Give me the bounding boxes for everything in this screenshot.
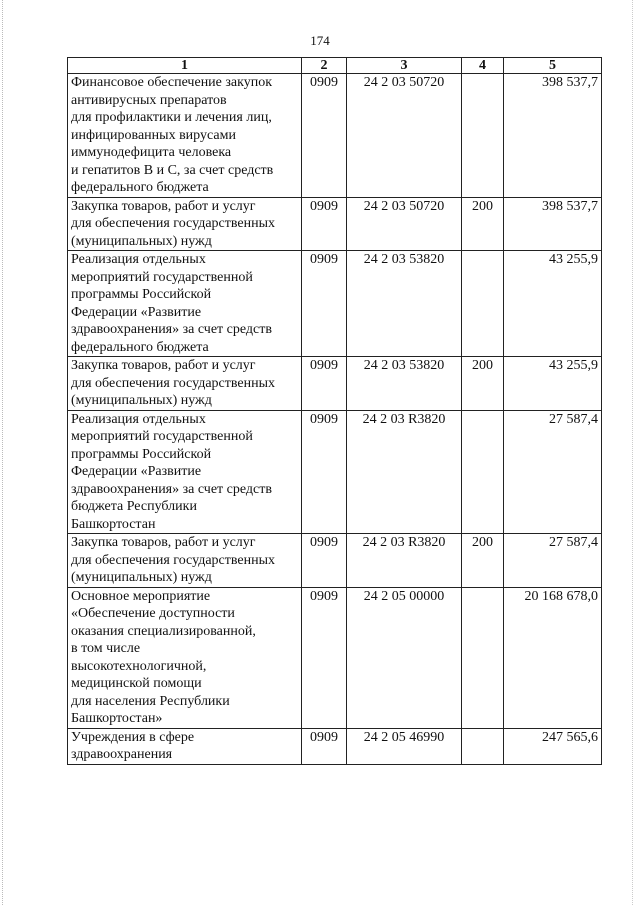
row-type	[462, 410, 504, 534]
row-amount: 27 587,4	[504, 534, 602, 588]
column-header-2: 2	[302, 58, 347, 74]
row-section: 0909	[302, 251, 347, 357]
row-code: 24 2 03 53820	[347, 251, 462, 357]
column-header-5: 5	[504, 58, 602, 74]
table-row	[68, 74, 602, 198]
table-row	[68, 728, 602, 764]
row-amount: 398 537,7	[504, 74, 602, 198]
table-header-row	[68, 58, 602, 74]
row-name: Реализация отдельных мероприятий государственной программы Российской Федерации «Развитие здравоохранения» за счет средств федерального бюджета	[68, 251, 302, 357]
row-amount: 27 587,4	[504, 410, 602, 534]
row-type	[462, 251, 504, 357]
row-code: 24 2 03 50720	[347, 74, 462, 198]
row-amount: 43 255,9	[504, 357, 602, 411]
row-code: 24 2 05 00000	[347, 587, 462, 728]
row-code: 24 2 03 50720	[347, 197, 462, 251]
row-section: 0909	[302, 728, 347, 764]
row-code: 24 2 05 46990	[347, 728, 462, 764]
row-type	[462, 587, 504, 728]
row-name: Основное мероприятие «Обеспечение доступности оказания специализированной, в том числе высокотехнологичной, медицинской помощи для населения Республики Башкортостан»	[68, 587, 302, 728]
column-header-4: 4	[462, 58, 504, 74]
scan-edge-left	[2, 0, 4, 905]
row-code: 24 2 03 R3820	[347, 410, 462, 534]
row-amount: 247 565,6	[504, 728, 602, 764]
row-name: Закупка товаров, работ и услуг для обеспечения государственных (муниципальных) нужд	[68, 534, 302, 588]
table-row	[68, 197, 602, 251]
row-type: 200	[462, 197, 504, 251]
row-type: 200	[462, 534, 504, 588]
scan-edge-right	[632, 0, 634, 905]
row-code: 24 2 03 53820	[347, 357, 462, 411]
row-type	[462, 728, 504, 764]
budget-table	[67, 57, 602, 765]
row-section: 0909	[302, 197, 347, 251]
row-type: 200	[462, 357, 504, 411]
table-row	[68, 534, 602, 588]
row-section: 0909	[302, 74, 347, 198]
row-section: 0909	[302, 587, 347, 728]
column-header-1: 1	[68, 58, 302, 74]
table-row	[68, 587, 602, 728]
row-name: Закупка товаров, работ и услуг для обеспечения государственных (муниципальных) нужд	[68, 357, 302, 411]
row-section: 0909	[302, 534, 347, 588]
page-number: 174	[310, 33, 330, 48]
row-name: Финансовое обеспечение закупок антивирусных препаратов для профилактики и лечения лиц, инфицированных вирусами иммунодефицита человека и гепатитов В и С, за счет средств федерального бюджета	[68, 74, 302, 198]
table-row	[68, 410, 602, 534]
row-section: 0909	[302, 357, 347, 411]
column-header-3: 3	[347, 58, 462, 74]
row-code: 24 2 03 R3820	[347, 534, 462, 588]
row-section: 0909	[302, 410, 347, 534]
row-amount: 43 255,9	[504, 251, 602, 357]
row-amount: 398 537,7	[504, 197, 602, 251]
table-row	[68, 251, 602, 357]
table-row	[68, 357, 602, 411]
row-name: Учреждения в сфере здравоохранения	[68, 728, 302, 764]
row-name: Закупка товаров, работ и услуг для обеспечения государственных (муниципальных) нужд	[68, 197, 302, 251]
row-type	[462, 74, 504, 198]
row-amount: 20 168 678,0	[504, 587, 602, 728]
row-name: Реализация отдельных мероприятий государственной программы Российской Федерации «Развитие здравоохранения» за счет средств бюджета Республики Башкортостан	[68, 410, 302, 534]
